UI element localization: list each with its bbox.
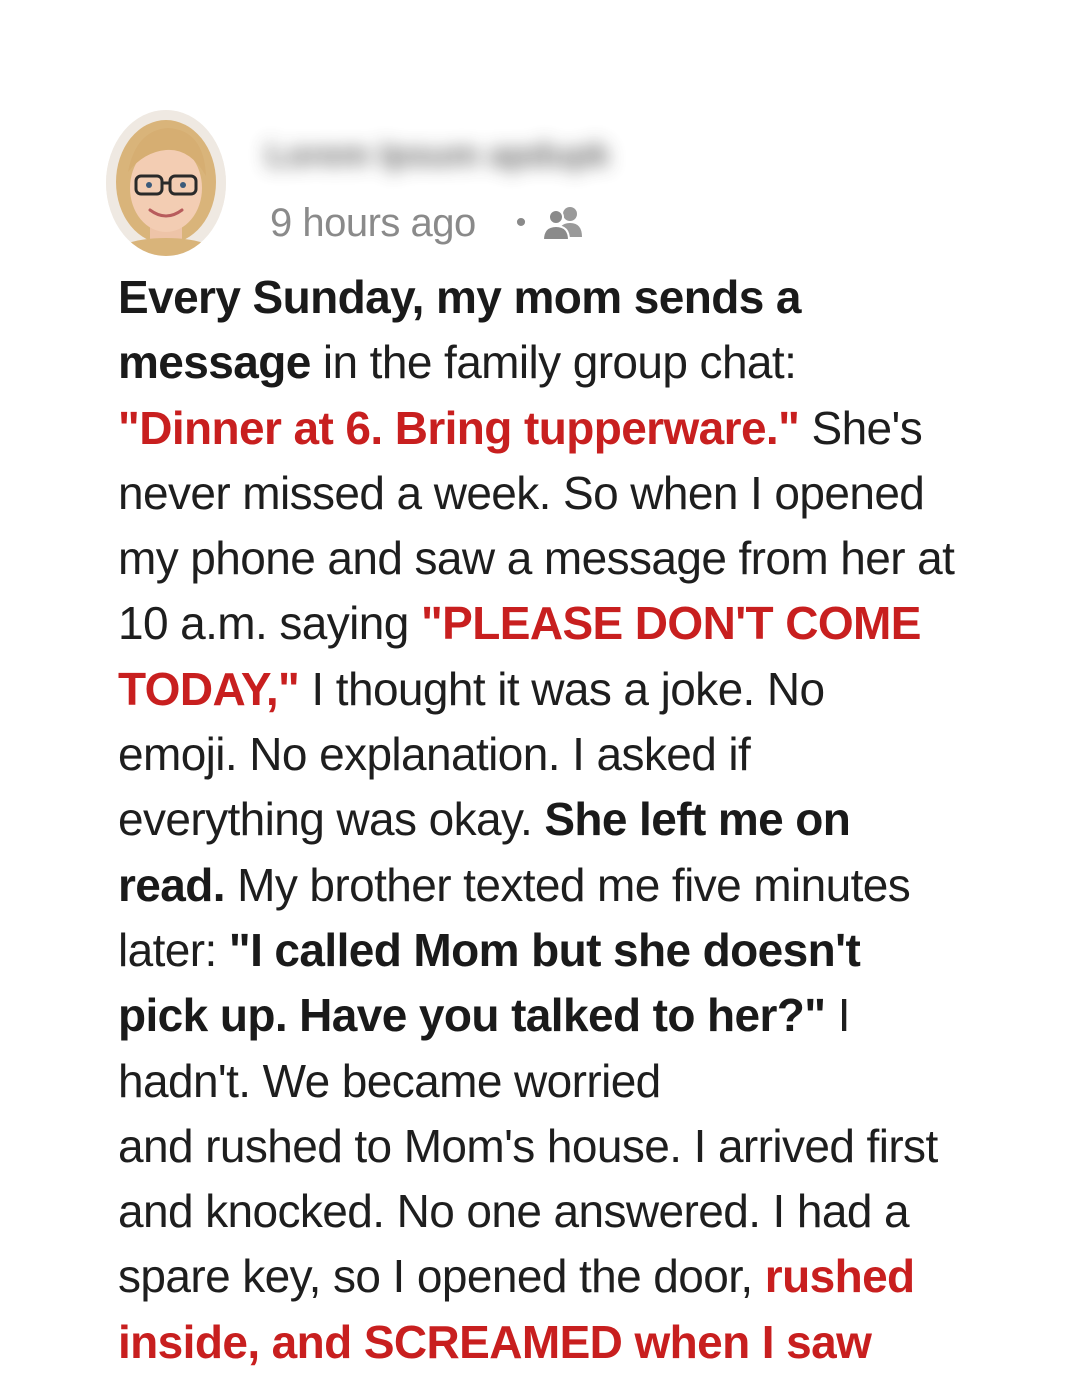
user-avatar[interactable]	[106, 110, 226, 256]
bold-text: pick up. Have you talked to her?"	[118, 989, 826, 1042]
body-line	[118, 330, 998, 395]
post-timestamp[interactable]: 9 hours ago	[270, 201, 476, 245]
body-text: later:	[118, 923, 229, 976]
post-body	[118, 265, 998, 1375]
post-meta	[270, 198, 588, 248]
body-text: in the family group chat:	[310, 336, 797, 389]
bold-text: "I called Mom but she doesn't	[228, 923, 861, 976]
body-line: never missed a week. So when I opened	[118, 466, 925, 519]
avatar-image	[106, 110, 226, 256]
body-text: I	[825, 989, 850, 1042]
body-line	[118, 1310, 998, 1375]
body-line	[118, 591, 998, 656]
body-line	[118, 787, 998, 852]
body-text: everything was okay.	[118, 793, 545, 846]
meta-separator: •	[515, 206, 527, 239]
body-line: and knocked. No one answered. I had a	[118, 1185, 910, 1238]
highlight-text: rushed	[764, 1250, 915, 1303]
bold-text: Every Sunday, my mom sends a	[118, 271, 801, 323]
body-line: and rushed to Mom's house. I arrived first	[118, 1119, 938, 1172]
highlight-text: inside, and SCREAMED when I saw	[118, 1315, 872, 1368]
author-name[interactable]: Lorem Ipsum apdupk	[266, 136, 610, 174]
body-text: I thought it was a joke. No	[299, 662, 825, 715]
body-line: emoji. No explanation. I asked if	[118, 728, 751, 781]
highlight-text: "PLEASE DON'T COME	[420, 597, 921, 650]
body-line	[118, 396, 998, 461]
body-text: She's	[799, 401, 923, 454]
body-text: 10 a.m. saying	[118, 597, 421, 650]
body-line: hadn't. We became worried	[118, 1054, 661, 1107]
highlight-text: TODAY,"	[118, 662, 300, 715]
body-line	[118, 657, 998, 722]
body-line	[118, 918, 998, 983]
body-line	[118, 983, 998, 1048]
body-text: spare key, so I opened the door,	[118, 1250, 765, 1303]
bold-text: message	[118, 336, 311, 389]
bold-text: She left me on	[544, 793, 851, 846]
body-text: My brother texted me five minutes	[224, 858, 911, 911]
body-line: my phone and saw a message from her at	[118, 532, 955, 585]
body-line	[118, 1244, 998, 1309]
bold-text: read.	[118, 858, 225, 911]
body-line	[118, 853, 998, 918]
friends-icon[interactable]	[540, 203, 588, 243]
body-line	[118, 265, 998, 330]
highlight-text: "Dinner at 6. Bring tupperware."	[118, 401, 800, 454]
post-header	[106, 110, 1006, 260]
